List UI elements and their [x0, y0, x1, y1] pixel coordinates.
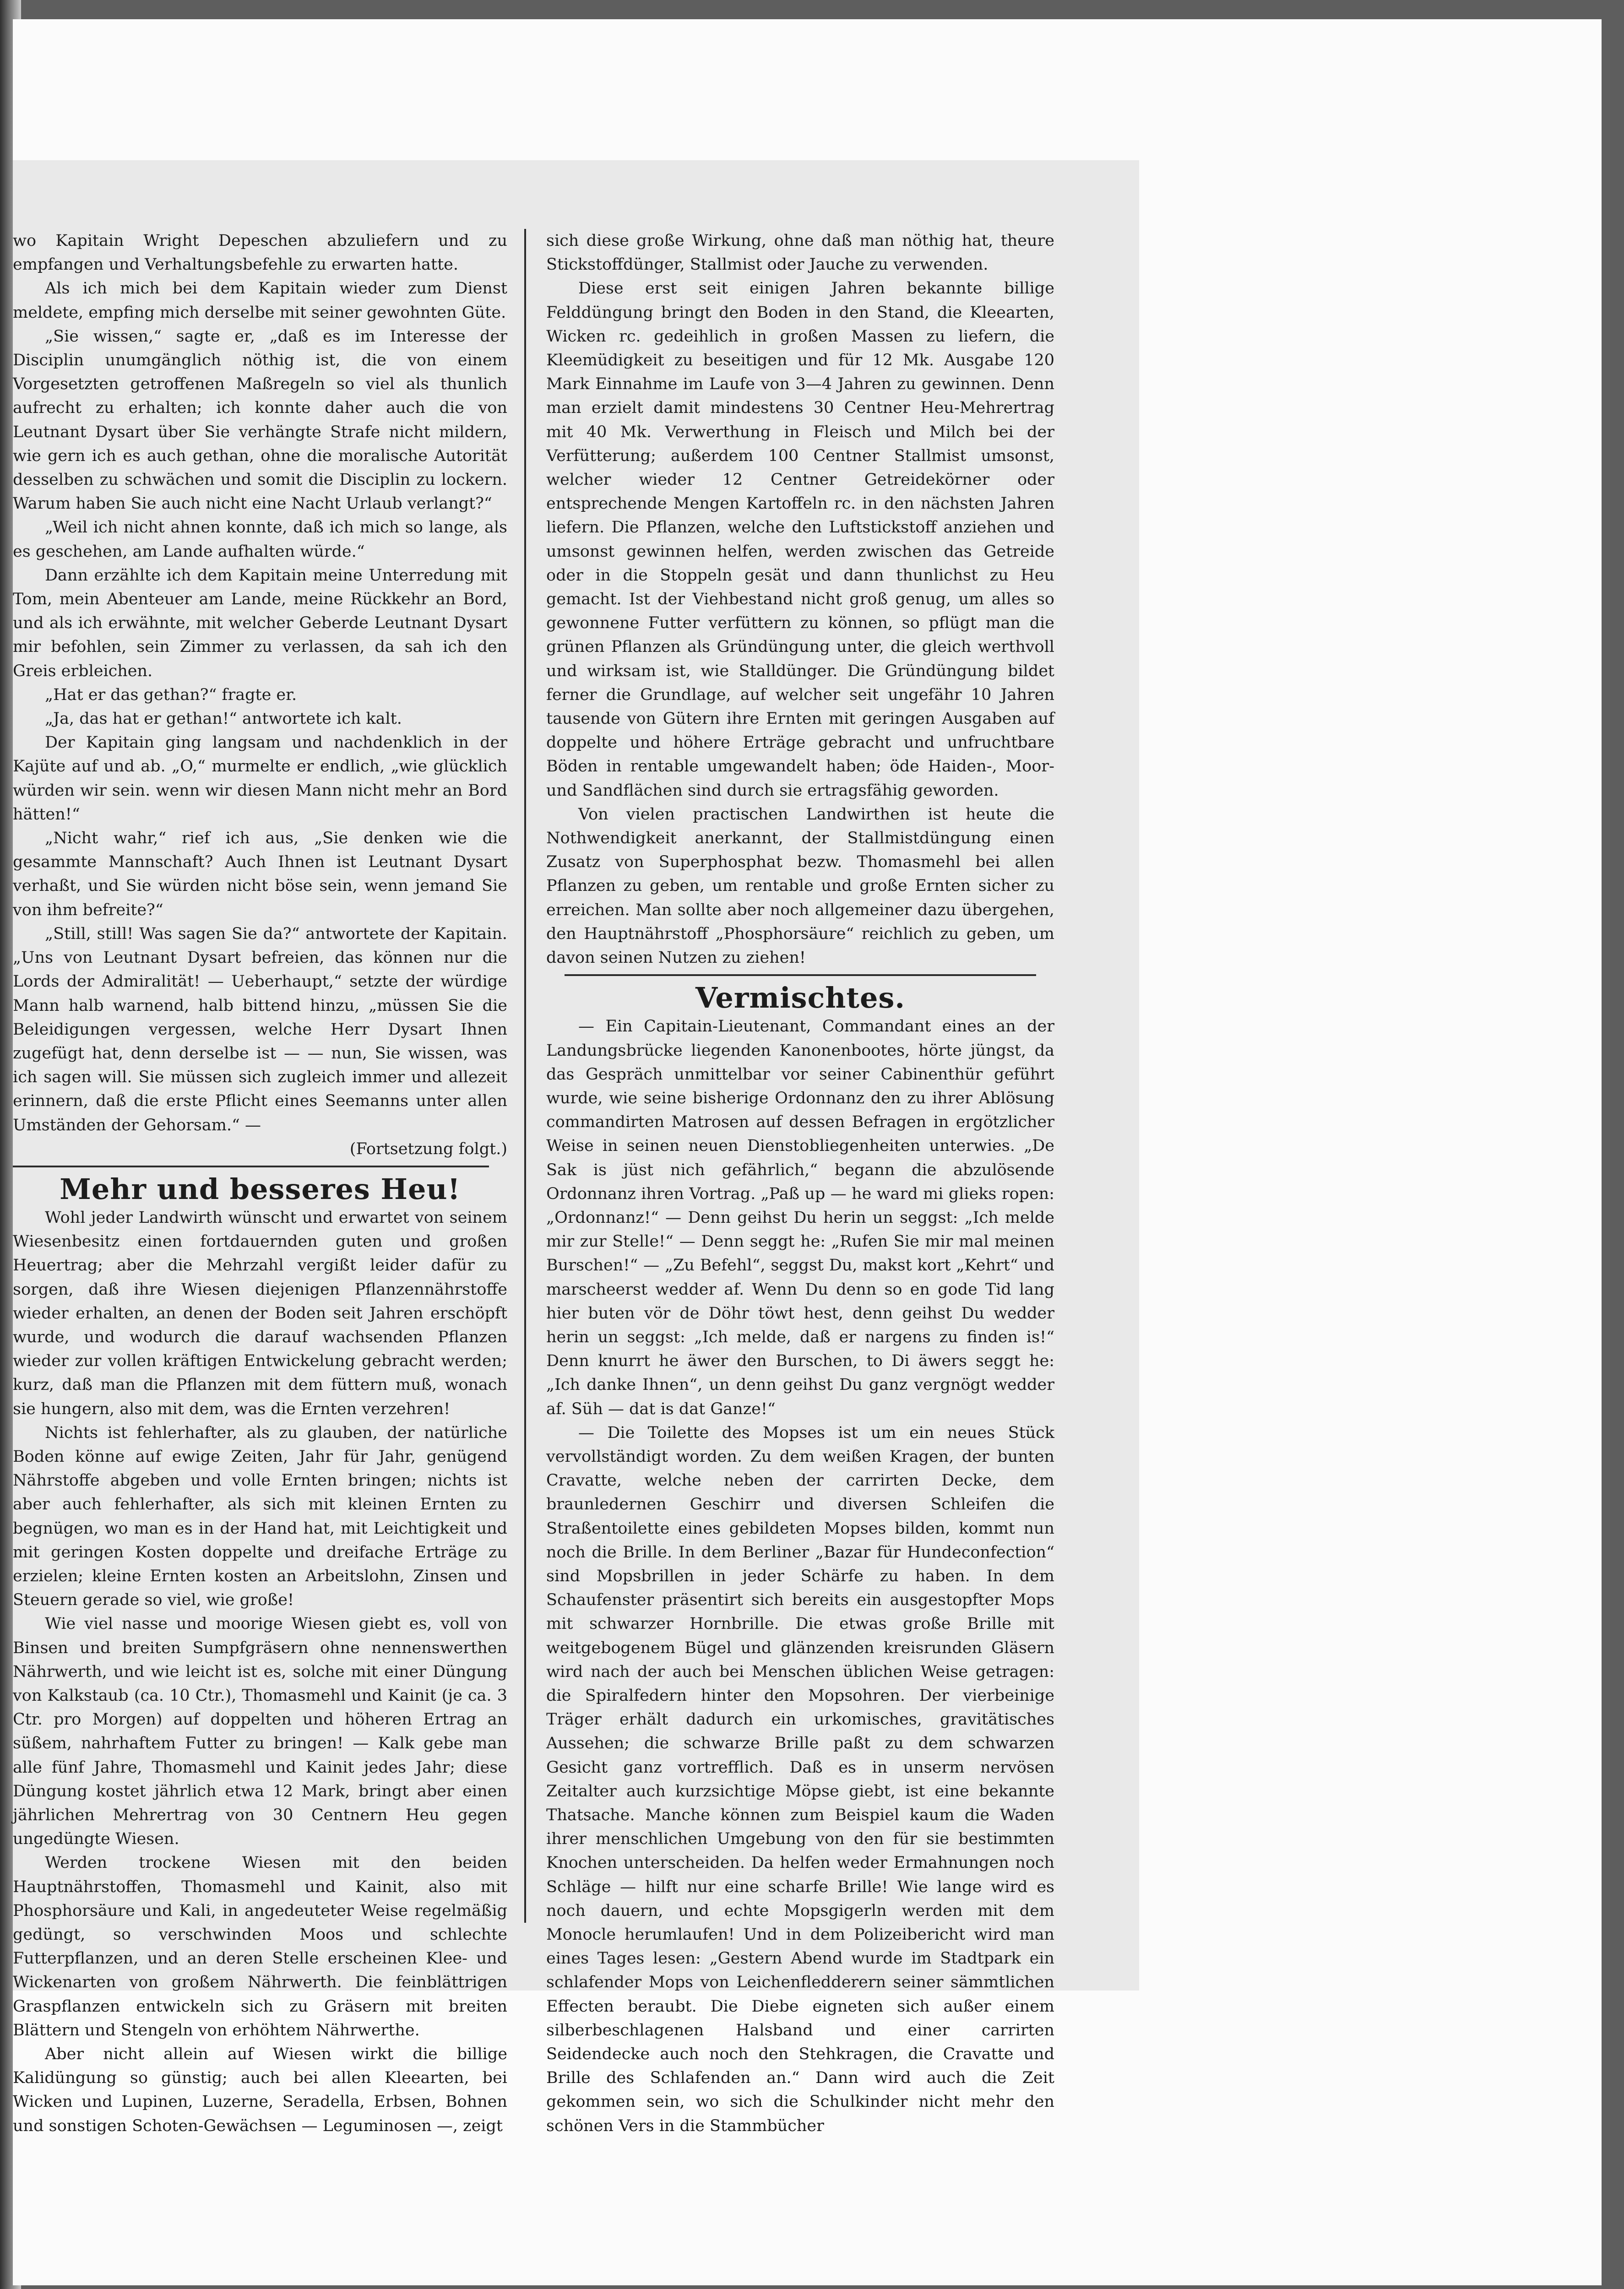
right-column [546, 229, 1054, 2138]
story-paragraph: Als ich mich bei dem Kapitain wieder zum Dienst meldete, empfing mich derselbe mit seiner gewohnten Güte. [13, 279, 507, 322]
hay-paragraph: Von vielen practischen Landwirthen ist heute die Nothwendigkeit anerkannt, der Stallmistdüngung einen Zusatz von Superphosphat bezw. Thomasmehl bei allen Pflanzen zu geben, um rentable und große Ernten sicher zu erreichen. Man sollte aber noch allgemeiner dazu übergehen, den Hauptnährstoff „Phosphorsäure“ reichlich zu geben, um davon seinen Nutzen zu ziehen! [546, 805, 1054, 967]
hay-paragraph: Wohl jeder Landwirth wünscht und erwartet von seinem Wiesenbesitz einen fortdauernden guten und großen Heuertrag; aber die Mehrzahl vergißt leider dafür zu sorgen, daß ihre Wiesen diejenigen Pflanzennährstoffe wieder erhalten, an denen der Boden seit Jahren erschöpft wurde, und wodurch die darauf wachsenden Pflanzen wieder zur vollen kräftigen Entwickelung gebracht werden; kurz, daß man die Pflanzen mit dem füttern muß, wonach sie hungern, also mit dem, was die Ernten verzehren! [13, 1208, 507, 1418]
hay-paragraph: Diese erst seit einigen Jahren bekannte billige Felddüngung bringt den Boden in den Stand, die Kleearten, Wicken rc. gedeihlich in großen Massen zu liefern, die Kleemüdigkeit zu beseitigen und für 12 Mk. Ausgabe 120 Mark Einnahme im Laufe von 3—4 Jahren zu gewinnen. Denn man erzielt damit mindestens 30 Centner Heu-Mehrertrag mit 40 Mk. Verwerthung in Fleisch und Milch bei der Verfütterung; außerdem 100 Centner Stallmist umsonst, welcher wieder 12 Centner Getreidekörner oder entsprechende Mengen Kartoffeln rc. in den nächsten Jahren liefern. Die Pflanzen, welche den Luftstickstoff anziehen und umsonst gewinnen helfen, werden zwischen das Getreide oder in die Stoppeln gesät und dann thunlichst zu Heu gemacht. Ist der Viehbestand nicht groß genug, um alles so gewonnene Futter verfüttern zu können, so pflügt man die grünen Pflanzen als Gründüngung unter, die gleich werthvoll und wirksam ist, wie Stalldünger. Die Gründüngung bildet ferner die Grundlage, auf welcher seit ungefähr 10 Jahren tausende von Gütern ihre Ernten mit geringen Ausgaben auf doppelte und höhere Erträge gebracht und unfruchtbare Böden in rentable umgewandelt haben; öde Haiden-, Moor- und Sandflächen sind durch sie ertragsfähig geworden. [546, 279, 1054, 800]
hay-paragraph: Wie viel nasse und moorige Wiesen giebt es, voll von Binsen und breiten Sumpfgräsern ohne nennenswerthen Nährwerth, und wie leicht ist es, solche mit einer Düngung von Kalkstaub (ca. 10 Ctr.), Thomasmehl und Kainit (je ca. 3 Ctr. pro Morgen) auf doppelten und höheren Ertrag an süßem, nahrhaftem Futter zu bringen! — Kalk gebe man alle fünf Jahre, Thomasmehl und Kainit jedes Jahr; diese Düngung kostet jährlich etwa 12 Mark, bringt aber einen jährlichen Mehrertrag von 30 Centnern Heu gegen ungedüngte Wiesen. [13, 1615, 507, 1849]
column-divider [524, 229, 526, 1923]
story-paragraph: „Sie wissen,“ sagte er, „daß es im Interesse der Disciplin unumgänglich nöthig ist, die von einem Vorgesetzten getroffenen Maßregeln so viel als thunlich aufrecht zu erhalten; ich konnte daher auch die von Leutnant Dysart über Sie verhängte Strafe nicht mildern, wie gern ich es auch gethan, ohne die moralische Autorität desselben zu schwächen und somit die Disciplin zu lockern. Warum haben Sie auch nicht eine Nacht Urlaub verlangt?“ [13, 327, 507, 513]
hay-paragraph: sich diese große Wirkung, ohne daß man nöthig hat, theure Stickstoffdünger, Stallmist oder Jauche zu verwenden. [546, 232, 1054, 274]
story-paragraph: „Still, still! Was sagen Sie da?“ antwortete der Kapitain. „Uns von Leutnant Dysart befreien, das können nur die Lords der Admiralität! — Ueberhaupt,“ setzte der würdige Mann halb warnend, halb bittend hinzu, „müssen Sie die Beleidigungen vergessen, welche Herr Dysart Ihnen zugefügt hat, denn derselbe ist — — nun, Sie wissen, was ich sagen will. Sie müssen sich zugleich immer und allezeit erinnern, daß die erste Pflicht eines Seemanns unter allen Umständen der Gehorsam.“ — [13, 924, 507, 1134]
hay-paragraph: Werden trockene Wiesen mit den beiden Hauptnährstoffen, Thomasmehl und Kainit, also mit Phosphorsäure und Kali, in angedeuteter Weise regelmäßig gedüngt, so verschwinden Moos und schlechte Futterpflanzen, und an deren Stelle erscheinen Klee- und Wickenarten von großem Nährwerth. Die feinblättrigen Graspflanzen entwickeln sich zu Gräsern mit breiten Blättern und Stengeln von erhöhtem Nährwerthe. [13, 1854, 507, 2039]
left-column [13, 229, 507, 2138]
story-paragraph: Dann erzählte ich dem Kapitain meine Unterredung mit Tom, mein Abenteuer am Lande, meine Rückkehr an Bord, und als ich erwähnte, mit welcher Geberde Leutnant Dysart mir befohlen, sein Zimmer zu verlassen, da sah ich den Greis erbleichen. [13, 566, 507, 680]
story-paragraph: „Ja, das hat er gethan!“ antwortete ich kalt. [45, 710, 402, 728]
hay-paragraph: Aber nicht allein auf Wiesen wirkt die billige Kalidüngung so günstig; auch bei allen Kleearten, bei Wicken und Lupinen, Luzerne, Seradella, Erbsen, Bohnen und sonstigen Schoten-Gewächsen — Leguminosen —, zeigt [13, 2045, 507, 2135]
story-paragraph: „Hat er das gethan?“ fragte er. [45, 685, 297, 704]
section-title-hay: Mehr und besseres Heu! [60, 1172, 461, 1206]
story-paragraph: „Nicht wahr,“ rief ich aus, „Sie denken wie die gesammte Mannschaft? Auch Ihnen ist Leutnant Dysart verhaßt, und Sie würden nicht böse sein, wenn jemand Sie von ihm befreite?“ [13, 829, 507, 919]
continued-note: (Fortsetzung folgt.) [349, 1139, 507, 1158]
story-paragraph: Der Kapitain ging langsam und nachdenklich in der Kajüte auf und ab. „O,“ murmelte er endlich, „wie glücklich würden wir sein. wenn wir diesen Mann nicht mehr an Bord hätten!“ [13, 733, 507, 824]
hay-paragraph: Nichts ist fehlerhafter, als zu glauben, der natürliche Boden könne auf ewige Zeiten, Jahr für Jahr, genügend Nährstoffe abgeben und volle Ernten bringen; nichts ist aber auch fehlerhafter, als sich mit kleinen Ernten zu begnügen, wo man es in der Hand hat, mit Leichtigkeit und mit geringen Kosten doppelte und dreifache Erträge zu erzielen; kleine Ernten kosten an Arbeitslohn, Zinsen und Steuern gerade so viel, wie große! [13, 1423, 507, 1610]
misc-paragraph: — Ein Capitain-Lieutenant, Commandant eines an der Landungsbrücke liegenden Kanonenbootes, hörte jüngst, da das Gespräch unmittelbar vor seiner Cabinenthür geführt wurde, wie seine bisherige Ordonnanz den zu ihrer Ablösung commandirten Matrosen auf dessen Befragen in ergötzlicher Weise in seinen neuen Dienstobliegenheiten unterwies. „De Sak is jüst nich gefährlich,“ begann die abzulösende Ordonnanz ihren Vortrag. „Paß up — he ward mi glieks ropen: „Ordonnanz!“ — Denn geihst Du herin un seggst: „Ich melde mir zur Stelle!“ — Denn seggt he: „Rufen Sie mir mal meinen Burschen!“ — „Zu Befehl“, seggst Du, makst kort „Kehrt“ und marscheerst wedder af. Wenn Du denn so en gode Tid lang hier buten vör de Döhr töwt hest, denn geihst Du wedder herin un seggst: „Ich melde, daß er nargens zu finden is!“ Denn knurrt he äwer den Burschen, to Di äwers seggt he: „Ich danke Ihnen“, un denn geihst Du ganz vergnögt wedder af. Süh — dat is dat Ganze!“ [546, 1017, 1054, 1418]
misc-paragraph: — Die Toilette des Mopses ist um ein neues Stück vervollständigt worden. Zu dem weißen Kragen, der bunten Cravatte, welche neben der carrirten Decke, dem braunledernen Geschirr und diversen Schleifen die Straßentoilette eines gebildeten Mopses bilden, kommt nun noch die Brille. In dem Berliner „Bazar für Hundeconfection“ sind Mopsbrillen in jeder Schärfe zu haben. In dem Schaufenster präsentirt sich bereits ein ausgestopfter Mops mit schwarzer Hornbrille. Die etwas große Brille mit weitgebogenem Bügel und glänzenden kreisrunden Gläsern wird nach der auch bei Menschen üblichen Weise getragen: die Spiralfedern hinter den Mopsohren. Der vierbeinige Träger erhält dadurch ein urkomisches, gravitätisches Aussehen; die schwarze Brille paßt zu dem schwarzen Gesicht ganz vortrefflich. Daß es in unserm nervösen Zeitalter auch kurzsichtige Möpse giebt, ist eine bekannte Thatsache. Manche können zum Beispiel kaum die Waden ihrer menschlichen Umgebung von den für sie bestimmten Knochen unterscheiden. Da helfen weder Ermahnungen noch Schläge — hilft nur eine scharfe Brille! Wie lange wird es noch dauern, und echte Mopsgigerln werden mit dem Monocle herumlaufen! Und in dem Polizeibericht wird man eines Tages lesen: „Gestern Abend wurde im Stadtpark ein schlafender Mops von Leichenfledderern seiner sämmtlichen Effecten beraubt. Die Diebe eigneten sich außer einem silberbeschlagenen Halsband und einer carrirten Seidendecke auch noch den Stehkragen, die Cravatte und Brille des Schlafenden an.“ Dann wird auch die Zeit gekommen sein, wo sich die Schulkinder nicht mehr den schönen Vers in die Stammbücher [546, 1423, 1054, 2135]
story-paragraph: „Weil ich nicht ahnen konnte, daß ich mich so lange, als es geschehen, am Lande aufhalten würde.“ [13, 518, 507, 561]
story-paragraph: wo Kapitain Wright Depeschen abzuliefern und zu empfangen und Verhaltungsbefehle zu erwarten hatte. [13, 232, 507, 274]
newspaper-clipping [13, 160, 1139, 2135]
section-rule [565, 974, 1036, 976]
section-title-misc: Vermischtes. [695, 981, 905, 1015]
section-rule [13, 1166, 489, 1167]
